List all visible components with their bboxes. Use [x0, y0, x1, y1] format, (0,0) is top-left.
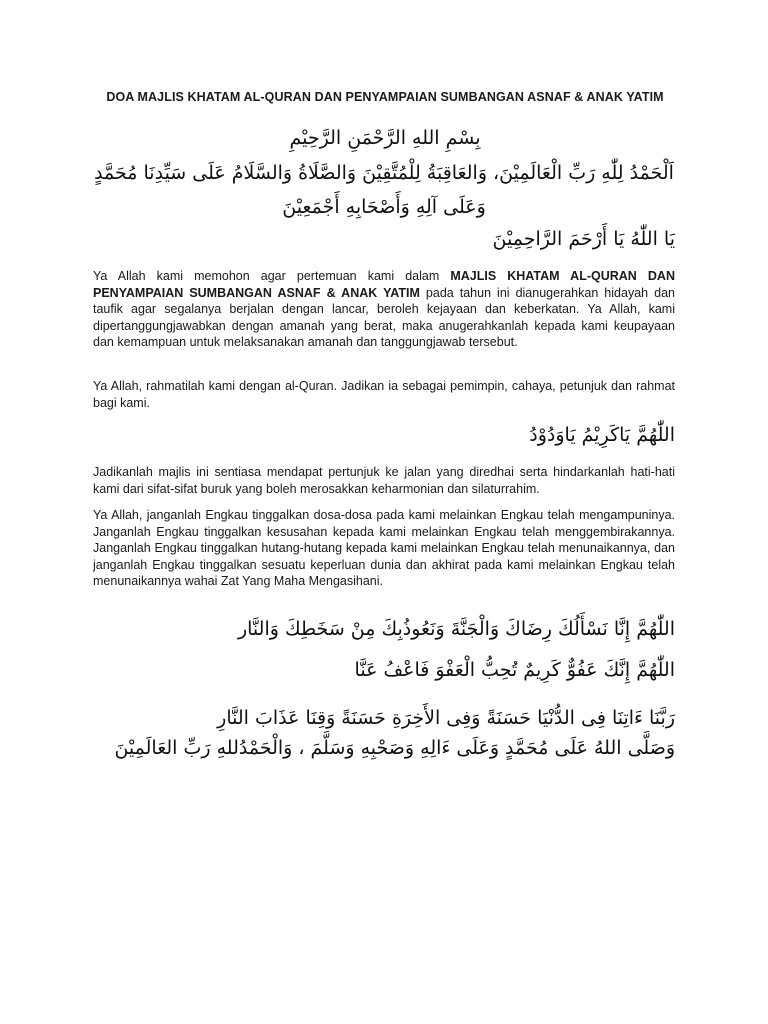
paragraph-1-intro: Ya Allah kami memohon agar pertemuan kami dalam: [93, 269, 451, 283]
arabic-ya-allah: يَا اللّٰهُ يَا أَرْحَمَ الرَّاحِمِيْنَ: [492, 228, 675, 250]
arabic-basmalah: بِسْمِ اللهِ الرَّحْمَنِ الرَّحِيْمِ: [289, 127, 481, 149]
paragraph-1-rest: pada tahun ini dianugerahkan hidayah dan taufik agar segalanya berjalan dengan lancar, beroleh kejayaan dan keberkatan. Ya Allah, kami dipertanggungjawabkan dengan amanah yang berat, maka anugerahkanlah kepada kami keupayaan dan kemampuan untuk melaksanakan amanah dan tanggungjawab tersebut.: [93, 285, 675, 349]
arabic-hamdalah: اَلْحَمْدُ لِلّٰهِ رَبِّ الْعَالَمِيْنَ، وَالعَاقِبَةُ لِلْمُتَّقِيْنَ وَالصَّلَاةُ وَالسَّلَامُ عَلَى سَيِّدِنَا مُحَمَّدٍ وَعَلَى آلِهِ وَأَصْحَابِهِ أَجْمَعِيْنَ: [94, 162, 674, 218]
paragraph-1: [93, 268, 675, 351]
arabic-dua-4: وَصَلَّى اللهُ عَلَى مُحَمَّدٍ وَعَلَى ءَالِهِ وَصَحْبِهِ وَسَلَّمَ ، وَالْحَمْدُللهِ رَبِّ العَالَمِيْنَ: [114, 737, 675, 759]
paragraph-4: Ya Allah, janganlah Engkau tinggalkan dosa-dosa pada kami melainkan Engkau telah mengampuninya. Janganlah Engkau tinggalkan kesusahan kepada kami melainkan Engkau telah menggembirakannya. Janganlah Engkau tinggalkan hutang-hutang kepada kami melainkan Engkau telah menunaikannya, dan janganlah Engkau tinggalkan sesuatu keperluan dunia dan akhirat pada kami melainkan Engkau telah menunaikannya wahai Zat Yang Maha Mengasihani.: [93, 508, 675, 588]
arabic-ya-karim: اللّٰهُمَّ يَاكَرِيْمُ يَاوَدُوْدُ: [529, 424, 675, 446]
paragraph-3: Jadikanlah majlis ini sentiasa mendapat pertunjuk ke jalan yang diredhai serta hindarkanlah hati-hati kami dari sifat-sifat buruk yang boleh merosakkan keharmonian dan silaturrahim.: [93, 465, 675, 496]
arabic-dua-1: اللّٰهُمَّ إِنَّا نَسْأَلُكَ رِضَاكَ وَالْجَنَّةَ وَنَعُوذُبِكَ مِنْ سَخَطِكَ وَالنَّار: [237, 618, 675, 640]
paragraph-1-event-name: MAJLIS KHATAM AL-QURAN DAN PENYAMPAIAN SUMBANGAN ASNAF & ANAK YATIM: [93, 269, 675, 300]
paragraph-2: Ya Allah, rahmatilah kami dengan al-Quran. Jadikan ia sebagai pemimpin, cahaya, petunjuk dan rahmat bagi kami.: [93, 379, 675, 410]
arabic-dua-3: رَبَّنَا ءَاتِنَا فِى الدُّنْيَا حَسَنَةً وَفِى الأَخِرَةِ حَسَنَةً وَقِنَا عَذَابَ النَّارِ: [217, 707, 675, 729]
document-title: DOA MAJLIS KHATAM AL-QURAN DAN PENYAMPAIAN SUMBANGAN ASNAF & ANAK YATIM: [106, 90, 664, 104]
arabic-dua-2: اللّٰهُمَّ إِنَّكَ عَفُوٌّ كَرِيمٌ تُحِبُّ الْعَفْوَ فَاعْفُ عَنَّا: [354, 659, 675, 681]
